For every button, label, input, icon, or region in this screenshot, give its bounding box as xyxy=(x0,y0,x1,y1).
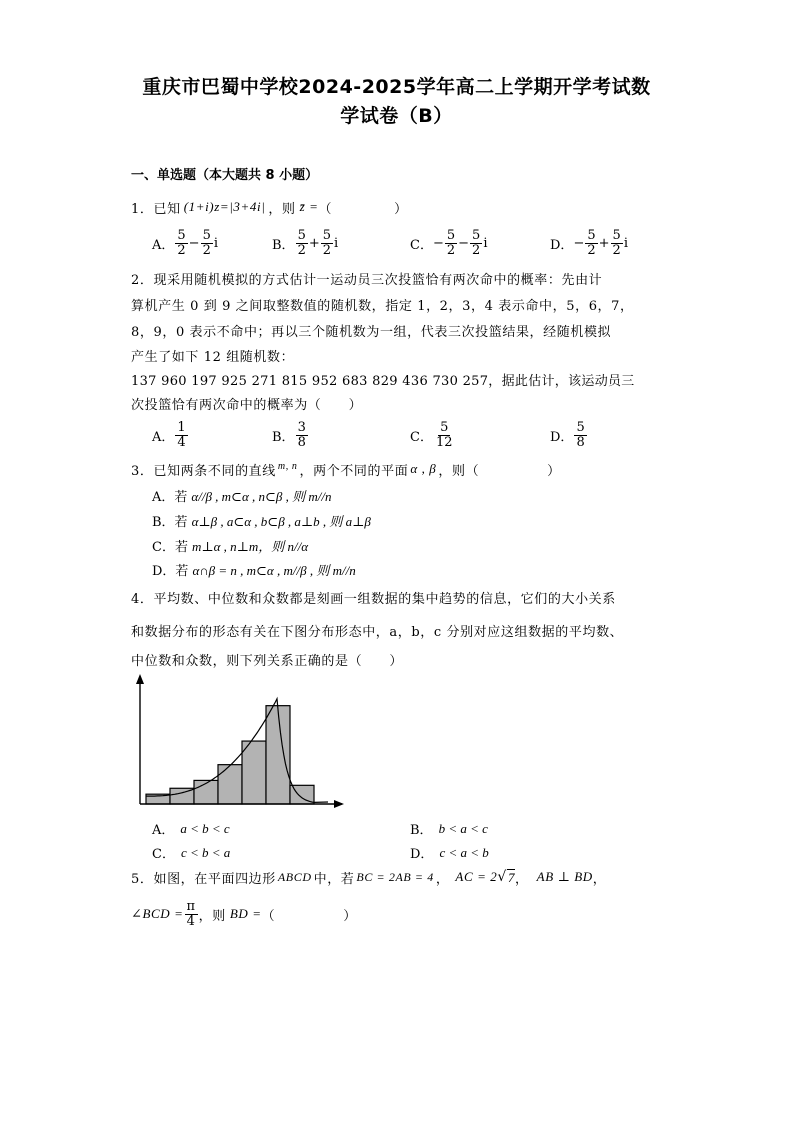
question-text: 3．已知两条不同的直线 xyxy=(131,463,276,479)
imaginary-unit: i xyxy=(213,235,219,251)
option-label: C． xyxy=(410,237,433,253)
question-2-line: 算机产生 0 到 9 之间取整数值的随机数，指定 1，2，3，4 表示命中，5，6，7， xyxy=(131,299,634,314)
punct: ， xyxy=(515,871,529,887)
option-text: c < b < a xyxy=(180,844,231,860)
q4-option-c[interactable] xyxy=(152,843,230,862)
math-operator: + xyxy=(598,235,610,251)
q2-option-d[interactable] xyxy=(550,419,588,451)
q3-option-d[interactable] xyxy=(152,560,356,579)
fraction: $\frac{1}{4}$ xyxy=(177,419,186,450)
punct: ， xyxy=(435,871,450,887)
math-operator: − xyxy=(458,235,470,251)
option-label: B．若 xyxy=(152,515,188,530)
option-text: α⊥β , a⊂α , b⊂β , a⊥b , 则 a⊥β xyxy=(191,514,371,529)
q4-option-d[interactable] xyxy=(410,843,489,862)
option-label: A． xyxy=(152,429,175,445)
math-expression: AB ⊥ BD xyxy=(536,869,593,884)
question-text: ，两个不同的平面 xyxy=(299,463,409,479)
option-text: α//β , m⊂α , n⊂β , 则 m//n xyxy=(191,489,332,504)
question-1-stem xyxy=(131,196,408,218)
option-label: B． xyxy=(272,429,295,445)
option-label: A． xyxy=(152,237,175,253)
option-text: m⊥α , n⊥m，则 n//α xyxy=(191,539,309,554)
question-4-line: 4．平均数、中位数和众数都是刻画一组数据的集中趋势的信息，它们的大小关系 xyxy=(131,592,616,607)
option-label: C．若 xyxy=(152,540,188,555)
y-axis-arrow xyxy=(136,674,144,684)
math-quad: ABCD xyxy=(277,869,312,884)
q1-option-c[interactable] xyxy=(410,227,488,259)
q1-option-a[interactable] xyxy=(152,227,218,259)
q3-option-a[interactable] xyxy=(152,486,332,505)
option-text: c < a < b xyxy=(439,844,489,860)
question-4-line: 和数据分布的形态有关在下图分布形态中，a，b，c 分别对应这组数据的平均数、 xyxy=(131,625,624,640)
option-label: C． xyxy=(410,429,433,445)
q2-option-c[interactable] xyxy=(410,419,456,451)
fraction: $\frac{5}{2}$ xyxy=(322,227,332,258)
math-expression: ∠BCD = xyxy=(131,906,184,921)
answer-paren-close: ） xyxy=(394,201,408,217)
histogram-figure xyxy=(128,672,350,812)
histogram-bar xyxy=(266,706,290,804)
math-sign: − xyxy=(573,235,585,251)
fraction: $\frac{\pi}{4}$ xyxy=(186,898,196,929)
option-label: D． xyxy=(410,847,434,862)
question-text: ，则（ ） xyxy=(438,463,561,479)
question-3-stem xyxy=(131,459,561,479)
math-operator: − xyxy=(188,235,200,251)
option-label: D． xyxy=(550,237,574,253)
option-label: C． xyxy=(152,847,175,862)
math-planes: α , β xyxy=(410,461,437,476)
question-text: ，则 xyxy=(198,908,226,924)
fraction: $\frac{5}{2}$ xyxy=(472,227,481,258)
option-label: D．若 xyxy=(152,564,189,579)
histogram-bar xyxy=(218,765,242,804)
math-expression: BD = xyxy=(229,906,262,921)
math-operator: + xyxy=(308,235,320,251)
option-label: A．若 xyxy=(152,490,188,505)
question-number: 1． xyxy=(131,201,154,217)
question-text: 已知 xyxy=(153,201,181,217)
question-2-line: 8，9，0 表示不命中；再以三个随机数为一组，代表三次投篮结果，经随机模拟 xyxy=(131,325,612,340)
option-label: B． xyxy=(272,237,295,253)
page-title-line2: 学试卷（B） xyxy=(340,105,453,127)
option-text: a < b < c xyxy=(180,820,230,836)
option-text: b < a < c xyxy=(438,820,488,836)
q3-option-c[interactable] xyxy=(152,536,308,555)
option-text: α∩β = n , m⊂α , m//β , 则 m//n xyxy=(192,563,356,578)
fraction: $\frac{5}{2}$ xyxy=(297,227,306,258)
math-expression: BC = 2AB = 4 xyxy=(356,869,434,884)
fraction: $\frac{5}{2}$ xyxy=(202,227,211,258)
question-2-line: 产生了如下 12 组随机数： xyxy=(131,350,295,365)
q3-option-b[interactable] xyxy=(152,511,371,530)
fraction: $\frac{5}{2}$ xyxy=(587,227,596,258)
sqrt-sign: √ xyxy=(497,869,507,885)
question-text: ，则 xyxy=(268,201,296,217)
section-heading: 一、单选题（本大题共 8 小题） xyxy=(131,168,319,183)
math-expression: (1+i)z=|3+4i| xyxy=(183,199,266,214)
question-text: 中，若 xyxy=(313,871,355,887)
fraction: $\frac{5}{2}$ xyxy=(612,227,621,258)
imaginary-unit: i xyxy=(483,235,488,251)
question-2-line: 2．现采用随机模拟的方式估计一运动员三次投篮恰有两次命中的概率：先由计 xyxy=(131,273,603,288)
q1-option-d[interactable] xyxy=(550,227,628,259)
math-sign: − xyxy=(432,235,444,251)
math-expression: AC = 2 xyxy=(455,869,498,884)
answer-paren-open: （ xyxy=(318,201,333,217)
q2-option-b[interactable] xyxy=(272,419,309,451)
imaginary-unit: i xyxy=(334,235,339,251)
fraction: $\frac{3}{8}$ xyxy=(297,419,306,450)
fraction: $\frac{5}{12}$ xyxy=(435,419,453,450)
option-label: D． xyxy=(550,429,574,445)
math-lines: m, n xyxy=(277,460,298,472)
q4-option-b[interactable] xyxy=(410,819,488,838)
answer-paren: （ ） xyxy=(261,908,357,924)
option-label: B． xyxy=(410,823,433,838)
punct: ， xyxy=(592,871,607,887)
question-2-line: 次投篮恰有两次命中的概率为（ ） xyxy=(131,398,363,413)
x-axis-arrow xyxy=(334,800,344,808)
math-radicand: 7 xyxy=(507,869,516,885)
fraction: $\frac{5}{2}$ xyxy=(177,227,186,258)
question-5-stem xyxy=(131,866,606,888)
math-expression: z̄ = xyxy=(299,199,319,214)
question-2-line: 137 960 197 925 271 815 952 683 829 436 730 257，据此估计，该运动员三 xyxy=(131,374,635,389)
question-4-line: 中位数和众数，则下列关系正确的是（ ） xyxy=(131,654,404,669)
page-title: 重庆市巴蜀中学校2024-2025学年高二上学期开学考试数 xyxy=(142,76,651,98)
question-text: 5．如图，在平面四边形 xyxy=(131,871,276,887)
option-label: A． xyxy=(152,823,175,838)
q4-option-a[interactable] xyxy=(152,819,230,838)
question-5-stem-line2 xyxy=(131,896,357,932)
fraction: $\frac{5}{2}$ xyxy=(446,227,456,258)
histogram-bar xyxy=(242,741,266,804)
fraction: $\frac{5}{8}$ xyxy=(576,419,585,450)
q2-option-a[interactable] xyxy=(152,419,189,451)
q1-option-b[interactable] xyxy=(272,227,338,259)
imaginary-unit: i xyxy=(623,235,628,251)
